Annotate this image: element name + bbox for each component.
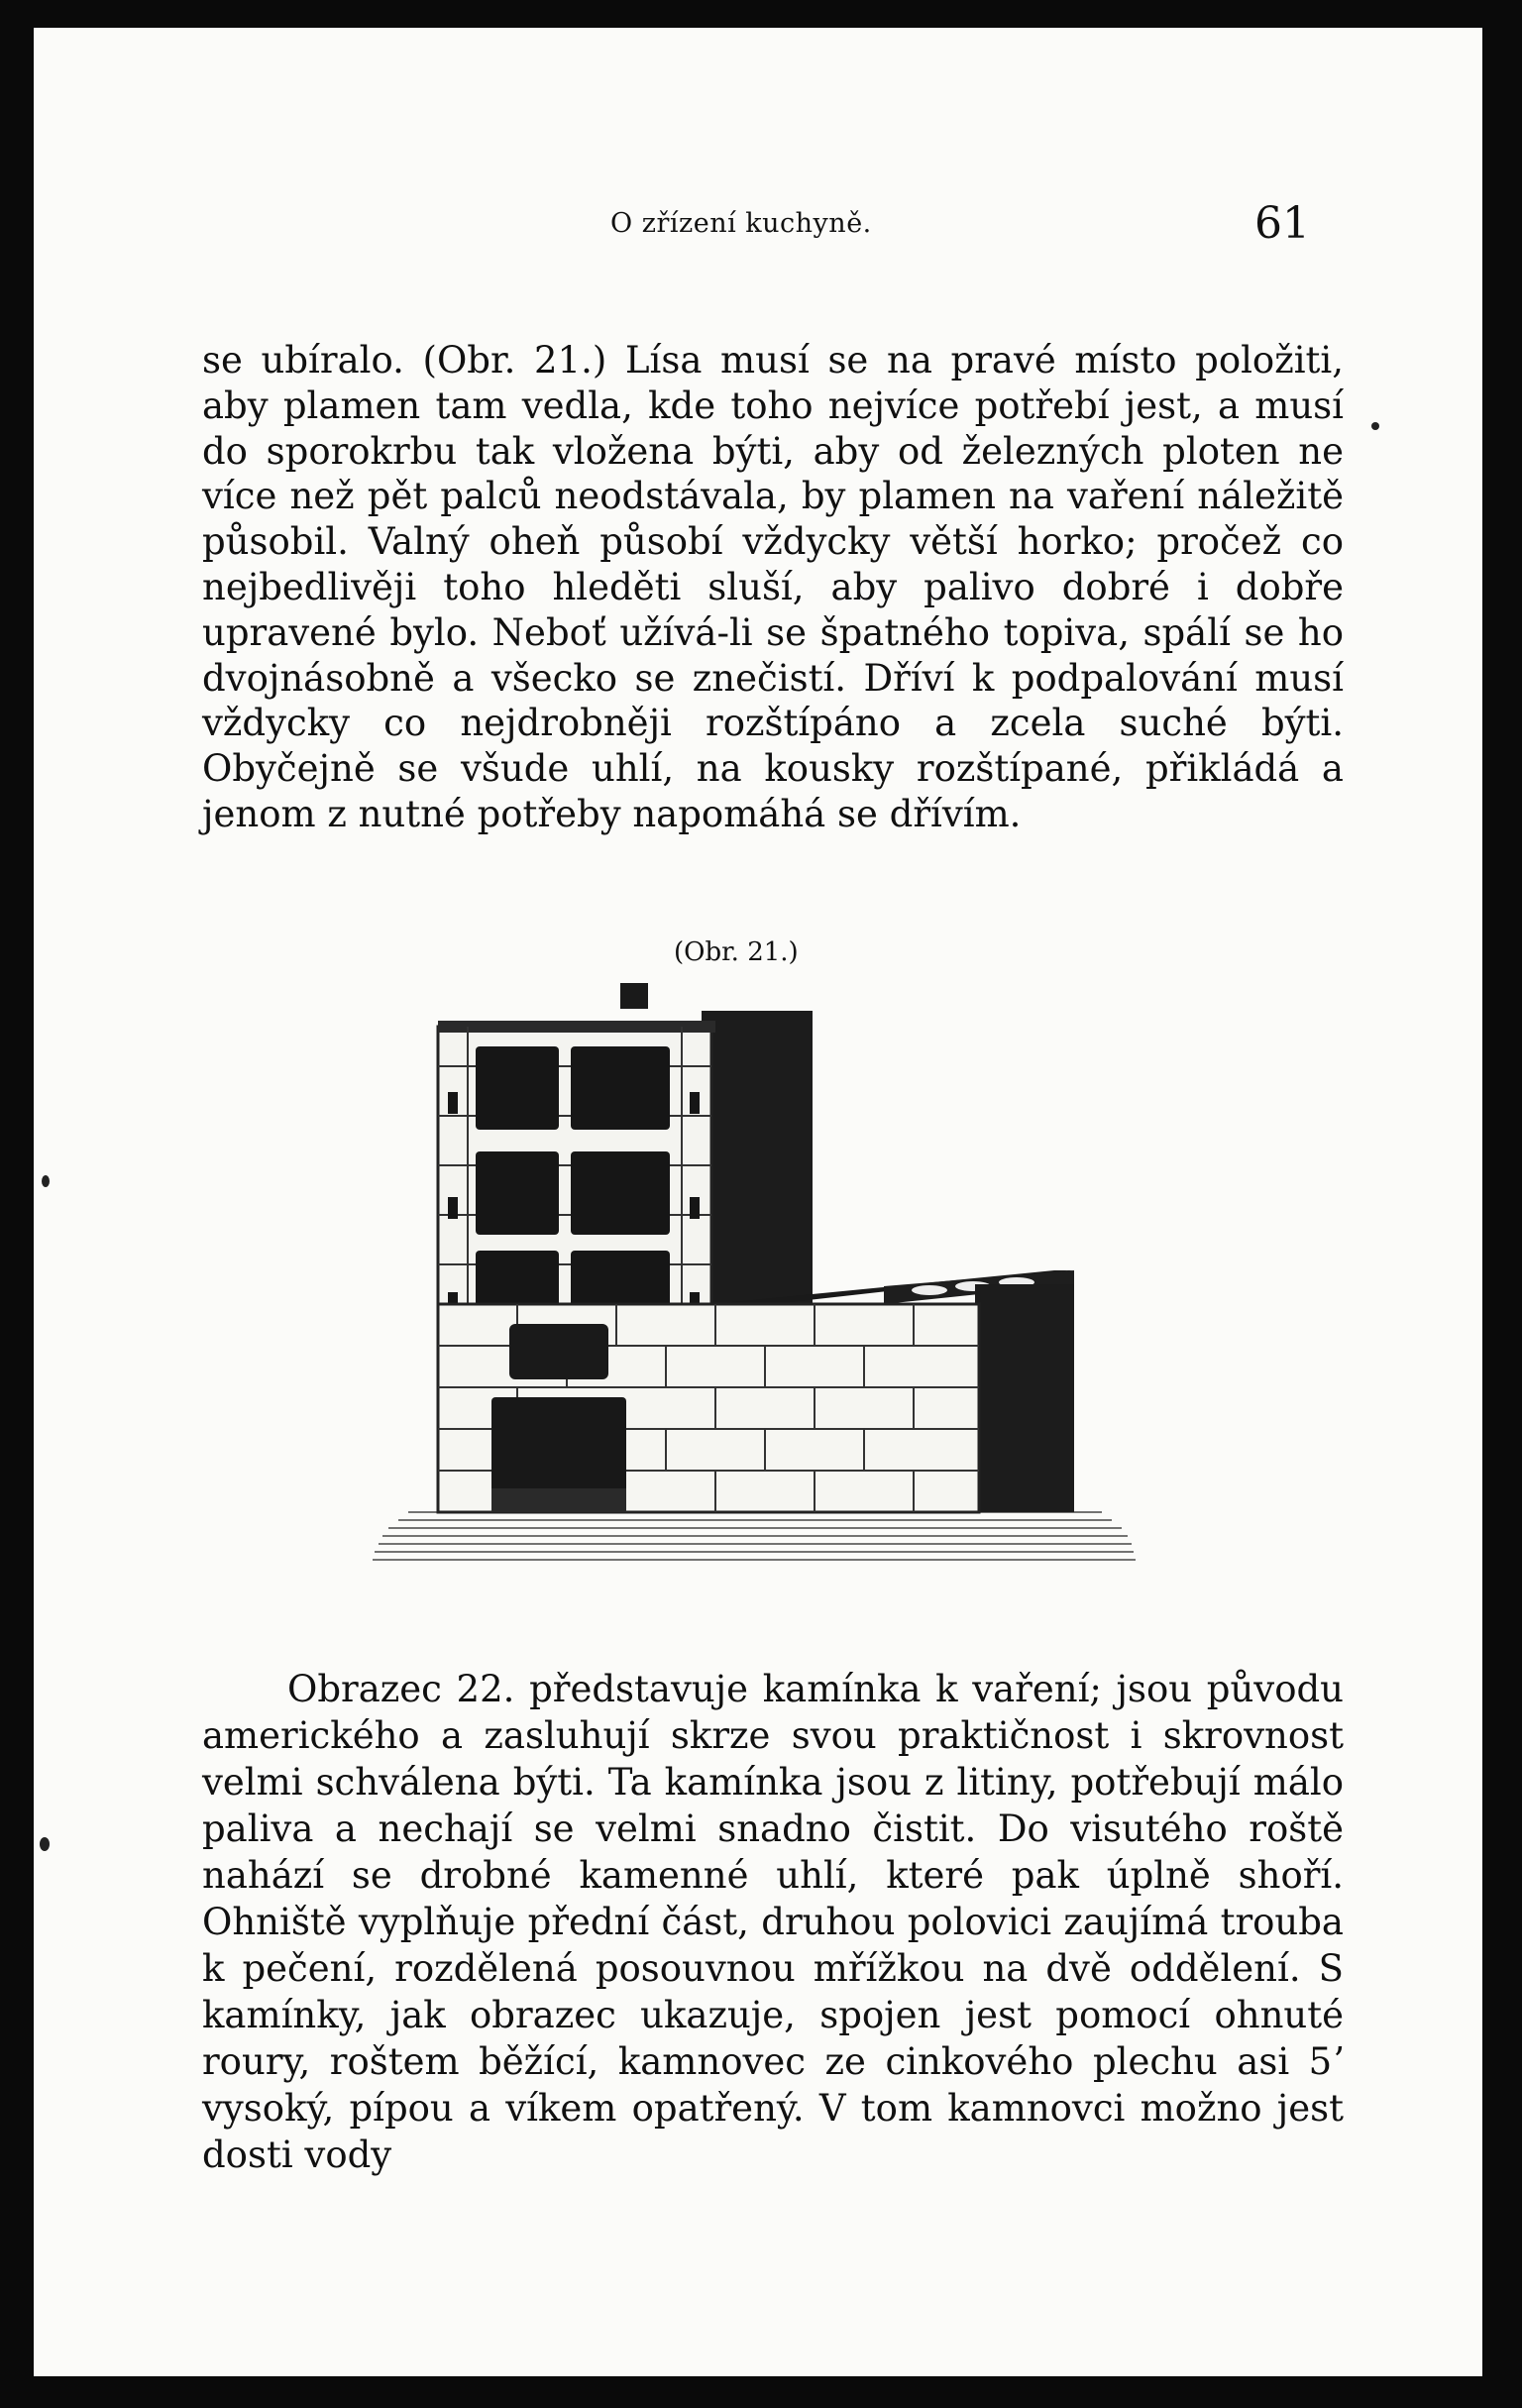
body-paragraph-2: Obrazec 22. představuje kamínka k vaření; jsou původu amerického a zasluhují skrze svou praktičnost i skrovnost velmi schválena býti. Ta kamínka jsou z litiny, potřebují málo paliva a nechají se velmi snadno čistit. Do visutého roště nahází se drobné kamenné uhlí, které pak úplně shoří. Ohniště vyplňuje přední část, druhou polovici zaujímá trouba k pečení, rozdělená posouvnou mřížkou na dvě oddělení. S kamínky, jak obrazec ukazuje, spojen jest pomocí ohnuté roury, roštem běžící, kamnovec ze cinkového plechu asi 5ʼ vysoký, pípou a víkem opatřený. V tom kamnovci možno jest dosti vody [202,1668,1344,2176]
firebox-door [509,1324,608,1379]
margin-dot [42,1175,50,1187]
page-header [34,198,1482,258]
margin-dot [1371,422,1379,430]
figure-caption: (Obr. 21.) [674,937,799,967]
body-paragraph-1: se ubíralo. (Obr. 21.) Lísa musí se na pravé místo položiti, aby plamen tam vedla, kde toho nejvíce potřebí jest, a musí do sporokrbu tak vložena býti, aby od železných ploten ne více než pět palců neodstávala, by plamen na vaření náležitě působil. Valný oheň působí vždycky větší horko; pročež co nejbedlivěji toho hleděti sluší, aby palivo dobré i dobře upravené bylo. Neboť užívá-li se špatného topiva, spálí se ho dvojnásobně a všecko se znečistí. Dříví k podpalování musí vždycky co nejdrobněji rozštípáno a zcela suché býti. Obyčejně se všude uhlí, na kousky rozštípané, přikládá a jenom z nutné potřeby napomáhá se dřívím. [202,339,1344,835]
oven-door [476,1046,559,1130]
chimney-pipe [620,983,648,1009]
running-title: O zřízení kuchyně. [610,208,872,239]
stove-illustration [369,977,1138,1601]
cooktop-side [975,1284,1074,1512]
oven-door [571,1046,670,1130]
tower-dark-side [702,1011,813,1308]
floor-hatching [373,1512,1136,1560]
page-number: 61 [1254,198,1310,249]
book-page [34,28,1482,2376]
oven-door [476,1151,559,1235]
margin-dot [40,1837,50,1851]
oven-door [571,1151,670,1235]
